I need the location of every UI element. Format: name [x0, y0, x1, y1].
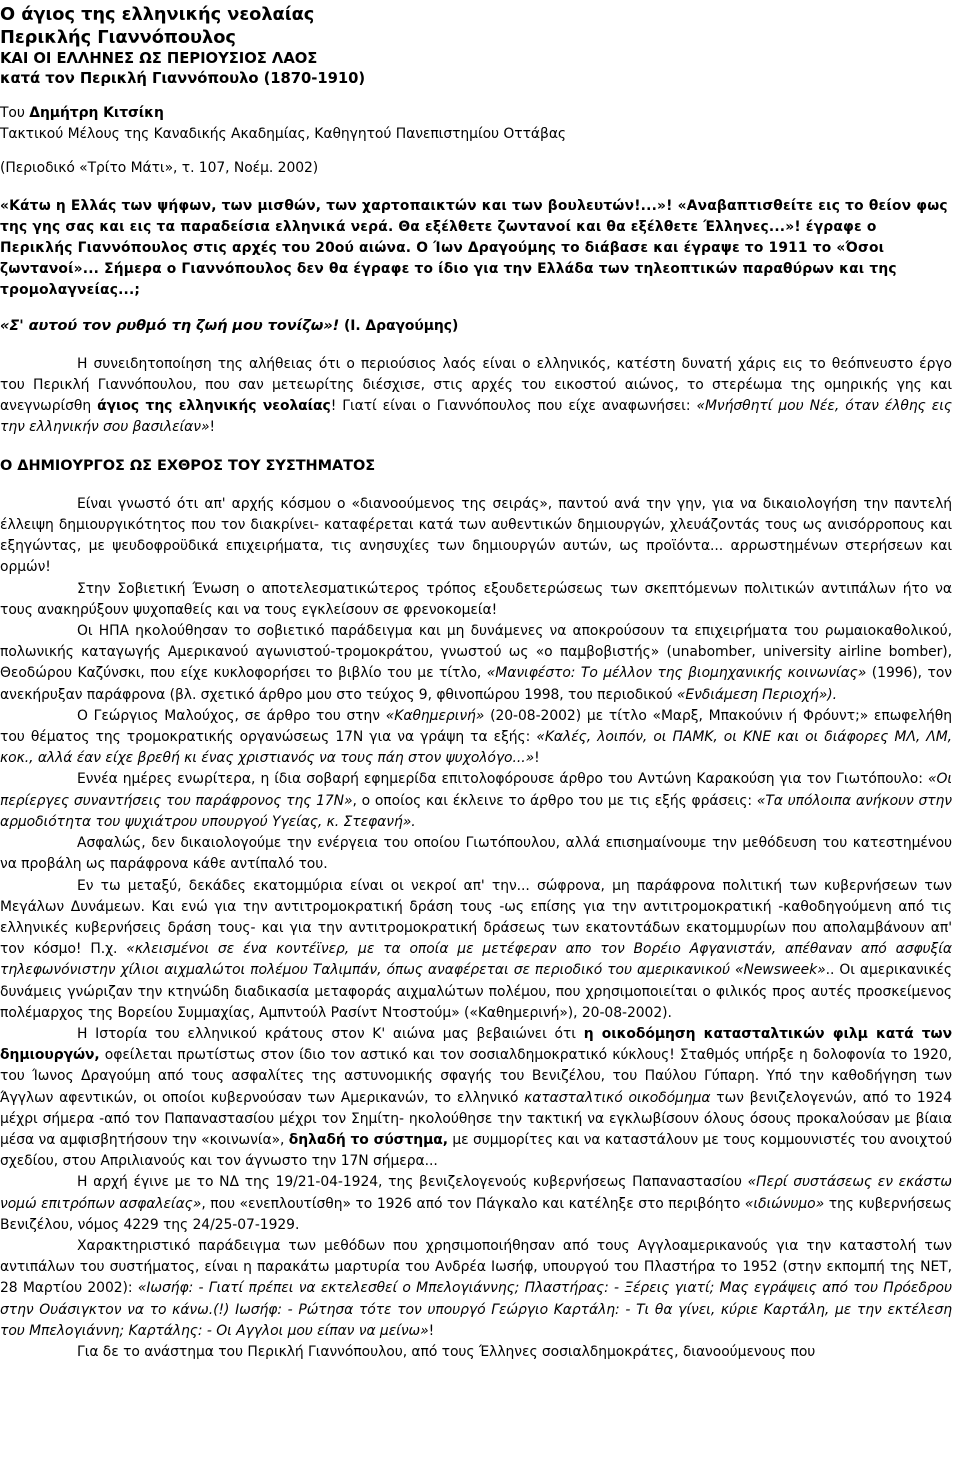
text-run: των βενιζελογενών, από το 1924 μέχρι σήμερα -από τον Παπαναστασίου μέχρι τον Σημίτη- ηκολούθησε την τακτική να εγκλωβίσουν όλους όσους προκαλούσαν με βίαια μέσα να αμφισβητήσουν την «κοινωνία», — [0, 1089, 953, 1148]
text-run: Οι ΗΠΑ ηκολούθησαν το σοβιετικό παράδειγμα και μη δυνάμενες να αποκρούσουν τα επιχειρήματα του ρωμαιοκαθολικού, πολωνικής καταγωγής Αμερικανού αγωνιστού-τρομοκράτου, γνωστού ως «ο παμβοβιστής» (unabomber, university airline bomber), Θεοδώρου Καζύνσκι, που είχε κυκλοφορήσει το βιβλίο του με τίτλο, — [0, 623, 952, 682]
italic-run: «Καθημερινή» — [385, 707, 485, 724]
bold-run: η οικοδόμηση κατασταλτικών φιλμ κατά των δημιουργών, — [0, 1025, 952, 1064]
text-run: ! — [209, 419, 216, 436]
author-name: Δημήτρη Κιτσίκη — [29, 105, 164, 121]
author-prefix: Του — [0, 105, 30, 121]
italic-run: «ιδιώνυμο» — [744, 1195, 825, 1212]
body-paragraph-10 — [0, 1172, 952, 1236]
section-title: Ο ΔΗΜΙΟΥΡΓΟΣ ΩΣ ΕΧΘΡΟΣ ΤΟΥ ΣΥΣΤΗΜΑΤΟΣ — [0, 457, 376, 474]
text-run: ! Γιατί είναι ο Γιαννόπουλος που είχε αναφωνήσει: — [330, 398, 697, 415]
text-run: οφείλεται πρωτίστως στον ίδιο τον αστικό και τον σοσιαλδημοκρατικό κύκλους! Σταθμός υπήρξε η δολοφονία το 1920, του Ίωνος Δραγούμη από τους ασφαλίτες της αστυνομικής σφαγής του Βενιζέλου, του Παύλου Γύπαρη. Υπό την καθοδήγηση των Άγγλων αφεντικών, οι οποίοι κυβερνούσαν των Αμερικανών, το ελληνικό — [0, 1047, 952, 1106]
intro-quote-author: (Ι. Δραγούμης) — [339, 317, 459, 334]
intro-paragraph: «Κάτω η Ελλάς των ψήφων, των μισθών, των χαρτοπαικτών και των βουλευτών!...»! «Αναβαπτισθείτε εις το θείον φως της γης σας και εις τα παραδείσια ελληνικά νερά. Θα εξέλθετε ζωντανοί και θα εξέλθετε Έλληνες...»! έγραφε ο Περικλής Γιαννόπουλος στις αρχές του 20ού αιώνα. Ο Ίων Δραγούμης το διάβασε και έγραψε το 1911 το «Όσοι ζωντανοί»... Σήμερα ο Γιαννόπουλος δεν θα έγραφε το ίδιο για την Ελλάδα των τηλεοπτικών παραθύρων και της τρομολαγνείας...; — [0, 197, 948, 299]
article-subtitle-dates: κατά τον Περικλή Γιαννόπουλο (1870-1910) — [0, 70, 366, 87]
bold-run: δηλαδή το σύστημα, — [288, 1131, 448, 1148]
source-citation: (Περιοδικό «Τρίτο Μάτι», τ. 107, Νοέμ. 2002) — [0, 160, 319, 177]
body-paragraph-8 — [0, 876, 952, 1024]
italic-run: «Τα υπόλοιπα ανήκουν στην αρμοδιότητα του ψυχιάτρου υπουργού Υγείας, κ. Στεφανή». — [0, 792, 953, 830]
italic-run: «Καλές, λοιπόν, οι ΠΑΜΚ, οι ΚΝΕ και οι διάφορες ΜΛ, ΛΜ, κοκ., αλλά έαν είχε βρεθή κι ένας χριστιανός να τους πάη στον ψυχολόγο...» — [0, 729, 952, 767]
text-run: (1996), τον ανεκήρυξαν παράφρονα (βλ. σχετικό άρθρο μου στο τεύχος 9, φθινοπώρου 1998, του περιοδικού — [0, 665, 952, 703]
author-affiliation: Τακτικού Μέλους της Καναδικής Ακαδημίας, Καθηγητού Πανεπιστημίου Οττάβας — [0, 126, 567, 143]
text-run: Εν τω μεταξύ, δεκάδες εκατομμύρια είναι οι νεκροί απ' την... σώφρονα, μη παράφρονα πολιτική των κυβερνήσεων των Μεγάλων Δυνάμεων. Και ενώ για την αντιτρομοκρατική δράση τους -ως επίσης για την αντιτρομοκρατική -καθοδηγούμενη από τις ελληνικές κυβερνήσεις δράση τους- και για την αντιτρομοκρατική δράσεως των εκατοντάδων εκατομμυρίων που απολαμβάνουν απ' τον κόσμο! Π.χ. — [0, 877, 952, 958]
article-title: Ο άγιος της ελληνικής νεολαίας — [0, 4, 315, 25]
italic-run: «Ενδιάμεση Περιοχή»). — [676, 686, 838, 703]
body-paragraph-12: Για δε το ανάστημα του Περικλή Γιαννόπουλου, από τους Έλληνες σοσιαλδημοκράτες, διανοούμενους που — [77, 1343, 816, 1360]
intro-quote: «Σ' αυτού τον ρυθμό τη ζωή μου τονίζω»! — [0, 317, 340, 334]
text-run: ! — [534, 750, 540, 767]
text-run: (20-08-2002) με τίτλο «Μαρξ, Μπακούνιν ή Φρόυντ;» επωφελήθη του θέματος της τρομοκρατικής οργανώσεως 17Ν για να γράψη τα εξής: — [0, 707, 952, 746]
text-run: , που «ενεπλουτίσθη» το 1926 από τον Πάγκαλο και κατέληξε στο περιβόητο — [201, 1195, 745, 1212]
italic-run: «Μνήσθητί μου Νέε, όταν έλθης εις την ελληνικήν σου βασιλείαν» — [0, 398, 952, 436]
body-paragraph-11 — [0, 1236, 952, 1342]
text-run: Η συνειδητοποίηση της αλήθειας ότι ο περιούσιος λαός είναι ο ελληνικός, κατέστη δυνατή χάρις εις το θεόπνευστο έργο του Περικλή Γιαννόπουλου, που σαν μετεωρίτης διέσχισε, στις αρχές του εικοστού αιώνος, το στερέωμα της ομηρικής γης και ανεγνωρίσθη — [0, 355, 952, 415]
italic-run: «Περί συστάσεως εν εκάστω νομώ επιτρόπων ασφαλείας» — [0, 1174, 953, 1212]
text-run: , ο οποίος και έκλεινε το άρθρο του με τις εξής φράσεις: — [352, 792, 757, 809]
body-paragraph-6 — [0, 769, 952, 833]
italic-run: «Μανιφέστο: Το μέλλον της βιομηχανικής κοινωνίας» — [486, 665, 867, 682]
italic-run: «Οι περίεργες συναντήσεις του παράφρονος της 17Ν» — [0, 771, 952, 809]
text-run: με συμμορίτες και να καταστάλουν με τους κομμουνιστές του ανοιχτού σχεδίου, στου Απριλιανούς και τον άγνωστο την 17Ν σήμερα... — [0, 1131, 952, 1170]
document-page — [0, 4, 960, 1464]
article-title-name: Περικλής Γιαννόπουλος — [0, 27, 236, 48]
italic-run: «κλεισμένοι σε ένα κοντέϊνερ, με τα οποία με μετέφεραν απο τον Βορέιο Αφγανιστάν, απέθαναν από ασφυξία τηλεφωνόνιστην χίλιοι αιχμαλώτοι πολέμου Ταλιμπάν, όπως αναφέρεται σε περιοδικό του αμερικανικού «Newsweek» — [0, 941, 952, 979]
text-run: Χαρακτηριστικό παράδειγμα των μεθόδων που χρησιμοποιήθησαν από τους Αγγλοαμερικανούς για την καταστολή των αντιπάλων του συστήματος, είναι η παρακάτω μαρτυρία του Ανδρέα Ιωσήφ, υπουργού του Πλαστήρα το 1952 (στην εκπομπή της ΝΕΤ, 28 Μαρτίου 2002): — [0, 1237, 952, 1297]
body-paragraph-3: Στην Σοβιετική Ένωση ο αποτελεσματικώτερος τρόπος εξουδετερώσεως των σκεπτόμενων πολιτικών αντιπάλων ήτο να τους ανακηρύξουν ψυχοπαθείς και να τους εγκλείσουν σε φρενοκομεία! — [0, 580, 952, 618]
text-run: της κυβερνήσεως Βενιζέλου, νόμος 4229 της 24/25-07-1929. — [0, 1195, 952, 1233]
article-subtitle: ΚΑΙ ΟΙ ΕΛΛΗΝΕΣ ΩΣ ΠΕΡΙΟΥΣΙΟΣ ΛΑΟΣ — [0, 50, 318, 67]
body-paragraph-1 — [0, 354, 952, 439]
author-line — [0, 103, 952, 124]
italic-run: «Ιωσήφ: - Γιατί πρέπει να εκτελεσθεί ο Μπελογιάννης; Πλαστήρας: - Ξέρεις γιατί; Μας εγράψεις από του Πρόεδρου στην Ουάσιγκτον να το κάνω.(!) Ιωσήφ: - Ρώτησα τότε τον υπουργό Γεώργιο Καρτάλη: - Τι θα γίνει, κύριε Καρτάλη, με την εκτέλεση του Μπελογιάννη; Καρτάλης: - Οι Αγγλοι μου είπαν να μείνω» — [0, 1280, 952, 1339]
text-run: ! — [428, 1322, 435, 1339]
text-run: Η Ιστορία του ελληνικού κράτους στον Κ' αιώνα μας βεβαιώνει ότι — [77, 1025, 584, 1042]
body-paragraph-7: Ασφαλώς, δεν δικαιολογούμε την ενέργεια του οποίου Γιωτόπουλου, αλλά επισημαίνουμε την μεθόδευση του κατεστημένου να προβάλη ως παράφρονα κάθε αντίπαλό του. — [0, 835, 952, 873]
text-run: Εννέα ημέρες ενωρίτερα, η ίδια σοβαρή εφημερίδα επιτολοφόρουσε άρθρο του Αντώνη Καρακούση για τον Γιωτόπουλο: — [77, 771, 928, 788]
italic-run: κατασταλτικό οικοδόμημα — [524, 1089, 711, 1106]
bold-run: άγιος της ελληνικής νεολαίας — [97, 398, 331, 415]
body-paragraph-2: Είναι γνωστό ότι απ' αρχής κόσμου ο «διανοούμενος της σειράς», παντού ανά την γην, για να δικαιολογήση την παντελή έλλειψη δημιουργικότητος που τον διακρίνει- καταφέρεται κατά των αυθεντικών δημιουργών, χλευάζοντάς τους ως ανισόρροπους και εξηγώντας, με ψευδοφροϋδικά επιχειρήματα, τις ανησυχίες των δημιουργών αυτών, ως προϊόντα... αρρωστημένων στερήσεων και ορμών! — [0, 495, 952, 576]
text-run: Ο Γεώργιος Μαλούχος, σε άρθρο του στην — [77, 707, 386, 724]
text-run: .. Οι αμερικανικές δυνάμεις γνώριζαν την κτηνώδη διαδικασία μεταφοράς αιχμαλώτων πολέμου, που χρησιμοποιείται ο φιλικός προς αυτές προσκείμενος πολέμαρχος της Βορείου Συμμαχίας, Αμπντούλ Ρασίντ Ντοστούμ» («Καθημερινή»), 20-08-2002). — [0, 962, 952, 1021]
body-paragraph-9 — [0, 1024, 952, 1172]
body-paragraph-4 — [0, 621, 952, 706]
text-run: Η αρχή έγινε με το ΝΔ της 19/21-04-1924, της βενιζελογενούς κυβερνήσεως Παπαναστασίου — [77, 1174, 748, 1191]
intro-quote-line — [0, 316, 952, 337]
body-paragraph-5 — [0, 706, 952, 770]
